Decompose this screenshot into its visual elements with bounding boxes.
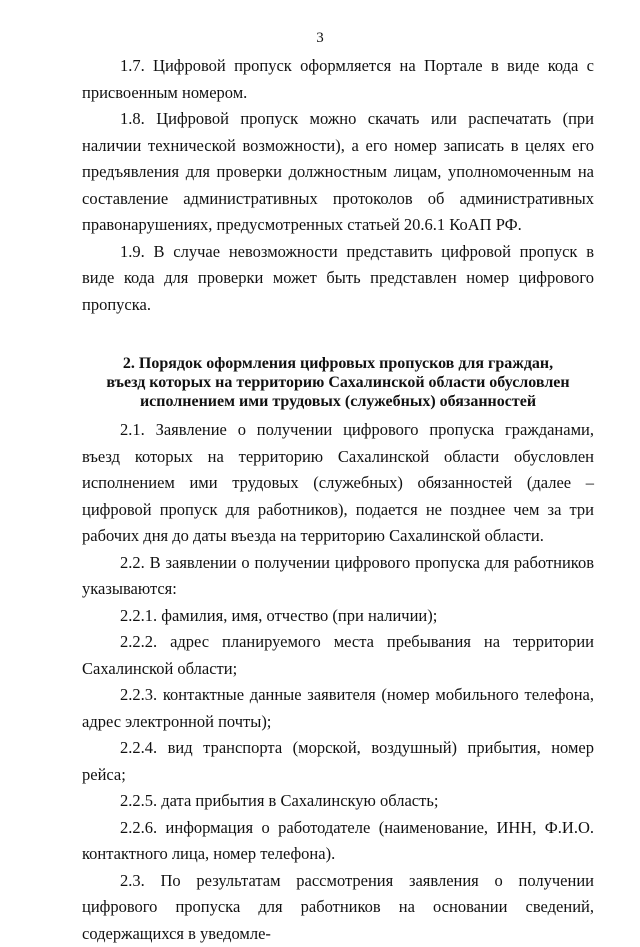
section-heading-line-1: 2. Порядок оформления цифровых пропусков для граждан, [82,354,594,373]
paragraph-2-2: 2.2. В заявлении о получении цифрового пропуска для работников указываются: [82,550,594,603]
paragraph-1-7: 1.7. Цифровой пропуск оформляется на Портале в виде кода с присвоенным номером. [82,53,594,106]
paragraph-2-2-3: 2.2.3. контактные данные заявителя (номер мобильного телефона, адрес электронной почты); [82,682,594,735]
paragraph-1-9: 1.9. В случае невозможности представить цифровой пропуск в виде кода для проверки может быть представлен номер цифрового пропуска. [82,239,594,319]
section-heading-line-3: исполнением ими трудовых (служебных) обязанностей [82,392,594,411]
paragraph-2-2-2: 2.2.2. адрес планируемого места пребывания на территории Сахалинской области; [82,629,594,682]
paragraph-2-2-5: 2.2.5. дата прибытия в Сахалинскую область; [82,788,594,815]
paragraph-2-3: 2.3. По результатам рассмотрения заявления о получении цифрового пропуска для работников на основании сведений, содержащихся в уведомле- [82,868,594,947]
page-number: 3 [0,30,640,47]
section-2-heading [82,354,594,411]
paragraph-2-2-6: 2.2.6. информация о работодателе (наименование, ИНН, Ф.И.О. контактного лица, номер телефона). [82,815,594,868]
paragraph-2-2-1: 2.2.1. фамилия, имя, отчество (при наличии); [82,603,594,630]
paragraph-2-1: 2.1. Заявление о получении цифрового пропуска гражданами, въезд которых на территорию Сахалинской области обусловлен исполнением ими трудовых (служебных) обязанностей (далее – цифровой пропуск для работников), подается не позднее чем за три рабочих дня до даты въезда на территорию Сахалинской области. [82,417,594,550]
paragraph-1-8: 1.8. Цифровой пропуск можно скачать или распечатать (при наличии технической возможности), а его номер записать в целях его предъявления для проверки должностным лицам, уполномоченным на составление административных протоколов об административных правонарушениях, предусмотренных статьей 20.6.1 КоАП РФ. [82,106,594,239]
document-body [82,53,594,947]
section-heading-line-2: въезд которых на территорию Сахалинской области обусловлен [82,373,594,392]
paragraph-2-2-4: 2.2.4. вид транспорта (морской, воздушный) прибытия, номер рейса; [82,735,594,788]
